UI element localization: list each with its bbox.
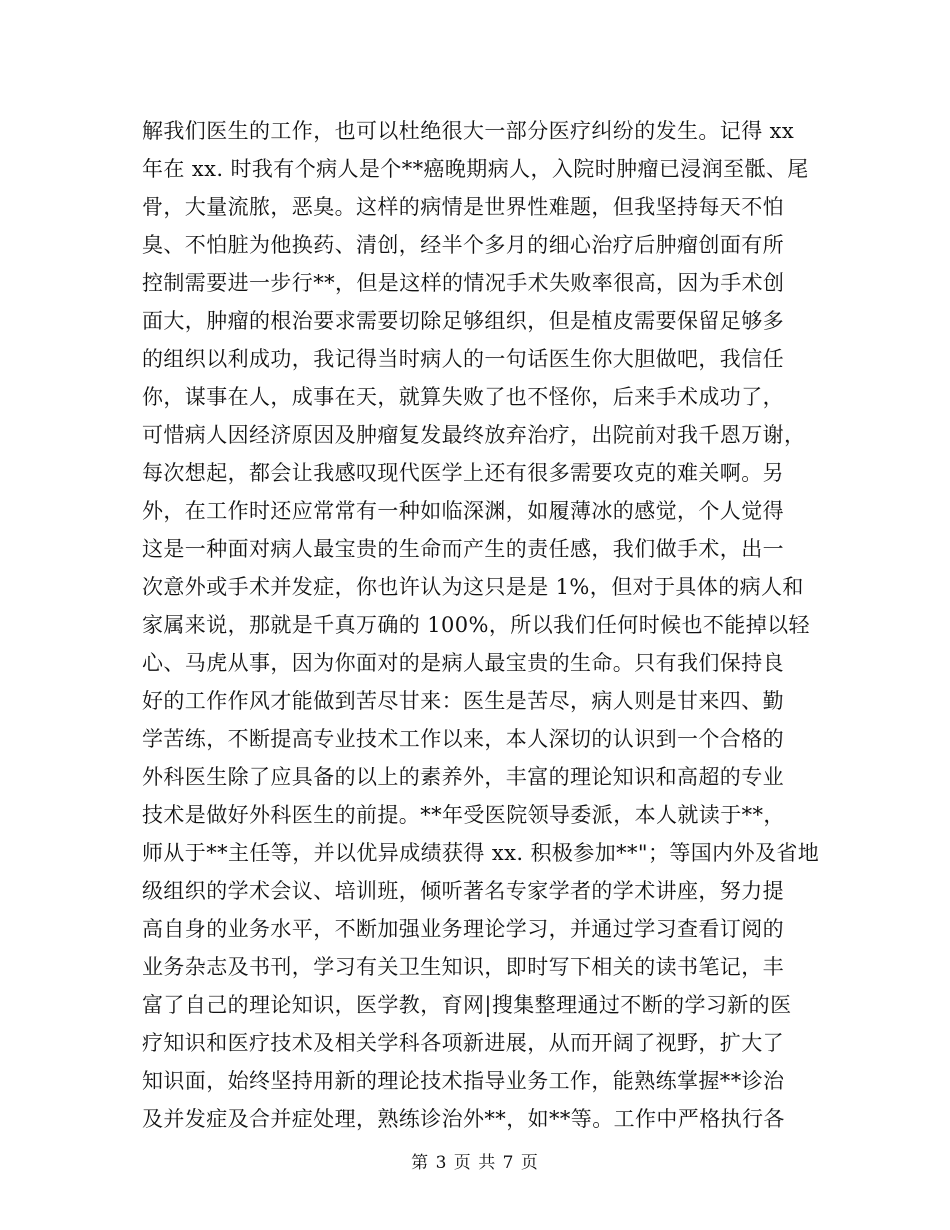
text-line: 骨，大量流脓，恶臭。这样的病情是世界性难题，但我坚持每天不怕 xyxy=(142,195,784,219)
text-line: 及并发症及合并症处理，熟练诊治外**，如**等。工作中严格执行各 xyxy=(142,1107,785,1131)
text-line: 心、马虎从事，因为你面对的是病人最宝贵的生命。只有我们保持良 xyxy=(142,651,784,675)
text-line: 家属来说，那就是千真万确的 100%，所以我们任何时候也不能掉以轻 xyxy=(142,613,810,637)
text-line: 这是一种面对病人最宝贵的生命而产生的责任感，我们做手术，出一 xyxy=(142,537,784,561)
text-line: 次意外或手术并发症，你也许认为这只是是 1%，但对于具体的病人和 xyxy=(142,575,804,599)
text-line: 每次想起，都会让我感叹现代医学上还有很多需要攻克的难关啊。另 xyxy=(142,461,784,485)
text-line: 外科医生除了应具备的以上的素养外，丰富的理论知识和高超的专业 xyxy=(142,765,784,789)
text-line: 臭、不怕脏为他换药、清创，经半个多月的细心治疗后肿瘤创面有所 xyxy=(142,233,784,257)
text-line: 级组织的学术会议、培训班，倾听著名专家学者的学术讲座，努力提 xyxy=(142,879,784,903)
text-line: 师从于**主任等，并以优异成绩获得 xx. 积极参加**"；等国内外及省地 xyxy=(142,841,820,865)
text-line: 面大，肿瘤的根治要求需要切除足够组织，但是植皮需要保留足够多 xyxy=(142,309,784,333)
text-line: 的组织以利成功，我记得当时病人的一句话医生你大胆做吧，我信任 xyxy=(142,347,784,371)
text-line: 解我们医生的工作，也可以杜绝很大一部分医疗纠纷的发生。记得 xx xyxy=(142,119,795,143)
text-line: 知识面，始终坚持用新的理论技术指导业务工作，能熟练掌握**诊治 xyxy=(142,1069,785,1093)
text-line: 外，在工作时还应常常有一种如临深渊，如履薄冰的感觉，个人觉得 xyxy=(142,499,784,523)
text-line: 可惜病人因经济原因及肿瘤复发最终放弃治疗，出院前对我千恩万谢， xyxy=(142,423,806,447)
text-line: 控制需要进一步行**，但是这样的情况手术失败率很高，因为手术创 xyxy=(142,271,785,295)
text-line: 疗知识和医疗技术及相关学科各项新进展，从而开阔了视野，扩大了 xyxy=(142,1031,784,1055)
text-line: 富了自己的理论知识，医学教，育网|搜集整理通过不断的学习新的医 xyxy=(142,993,792,1017)
text-line: 你，谋事在人，成事在天，就算失败了也不怪你，后来手术成功了， xyxy=(142,385,784,409)
text-line: 学苦练，不断提高专业技术工作以来，本人深切的认识到一个合格的 xyxy=(142,727,784,751)
body-text xyxy=(142,112,822,1138)
text-line: 好的工作作风才能做到苦尽甘来：医生是苦尽，病人则是甘来四、勤 xyxy=(142,689,784,713)
text-line: 业务杂志及书刊，学习有关卫生知识，即时写下相关的读书笔记，丰 xyxy=(142,955,784,979)
text-line: 高自身的业务水平，不断加强业务理论学习，并通过学习查看订阅的 xyxy=(142,917,784,941)
page-number-footer: 第 3 页 共 7 页 xyxy=(411,1153,539,1173)
text-line: 技术是做好外科医生的前提。**年受医院领导委派，本人就读于**， xyxy=(142,803,785,827)
text-line: 年在 xx. 时我有个病人是个**癌晚期病人，入院时肿瘤已浸润至骶、尾 xyxy=(142,157,809,181)
